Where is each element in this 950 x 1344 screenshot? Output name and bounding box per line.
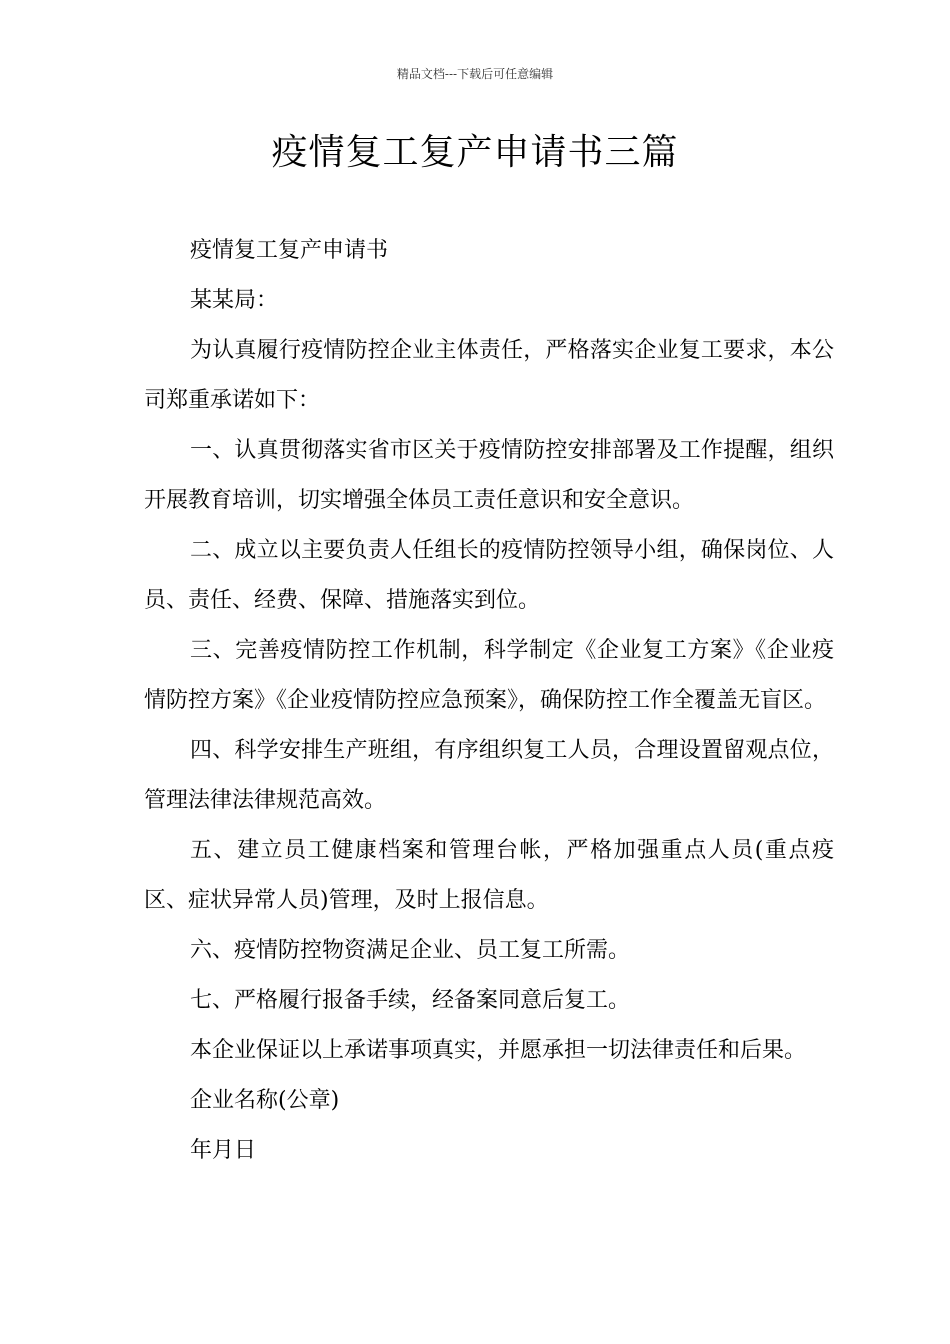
date-line: 年月日 xyxy=(190,1138,257,1163)
company-name-seal: 企业名称(公章) xyxy=(190,1088,340,1113)
commitment-item-7: 七、严格履行报备手续，经备案同意后复工。 xyxy=(190,988,631,1013)
commitment-item-6: 六、疫情防控物资满足企业、员工复工所需。 xyxy=(190,938,631,963)
commitment-item-5: 五、建立员工健康档案和管理台帐，严格加强重点人员(重点疫区、症状异常人员)管理，及时上报信息。 xyxy=(144,838,834,913)
commitment-item-2: 二、成立以主要负责人任组长的疫情防控领导小组，确保岗位、人员、责任、经费、保障、措施落实到位。 xyxy=(144,538,834,613)
commitment-item-1: 一、认真贯彻落实省市区关于疫情防控安排部署及工作提醒，组织开展教育培训，切实增强全体员工责任意识和安全意识。 xyxy=(144,438,834,513)
section-heading: 疫情复工复产申请书 xyxy=(190,238,389,263)
document-title: 疫情复工复产申请书三篇 xyxy=(271,132,679,173)
intro-paragraph: 为认真履行疫情防控企业主体责任，严格落实企业复工要求，本公司郑重承诺如下： xyxy=(144,338,834,413)
document-body xyxy=(144,226,834,1176)
commitment-item-3: 三、完善疫情防控工作机制，科学制定《企业复工方案》《企业疫情防控方案》《企业疫情防控应急预案》，确保防控工作全覆盖无盲区。 xyxy=(144,638,834,713)
salutation: 某某局： xyxy=(190,288,279,313)
commitment-item-4: 四、科学安排生产班组，有序组织复工人员，合理设置留观点位，管理法律法律规范高效。 xyxy=(144,738,834,813)
guarantee-statement: 本企业保证以上承诺事项真实，并愿承担一切法律责任和后果。 xyxy=(190,1038,807,1063)
header-note: 精品文档---下载后可任意编辑 xyxy=(396,67,554,81)
